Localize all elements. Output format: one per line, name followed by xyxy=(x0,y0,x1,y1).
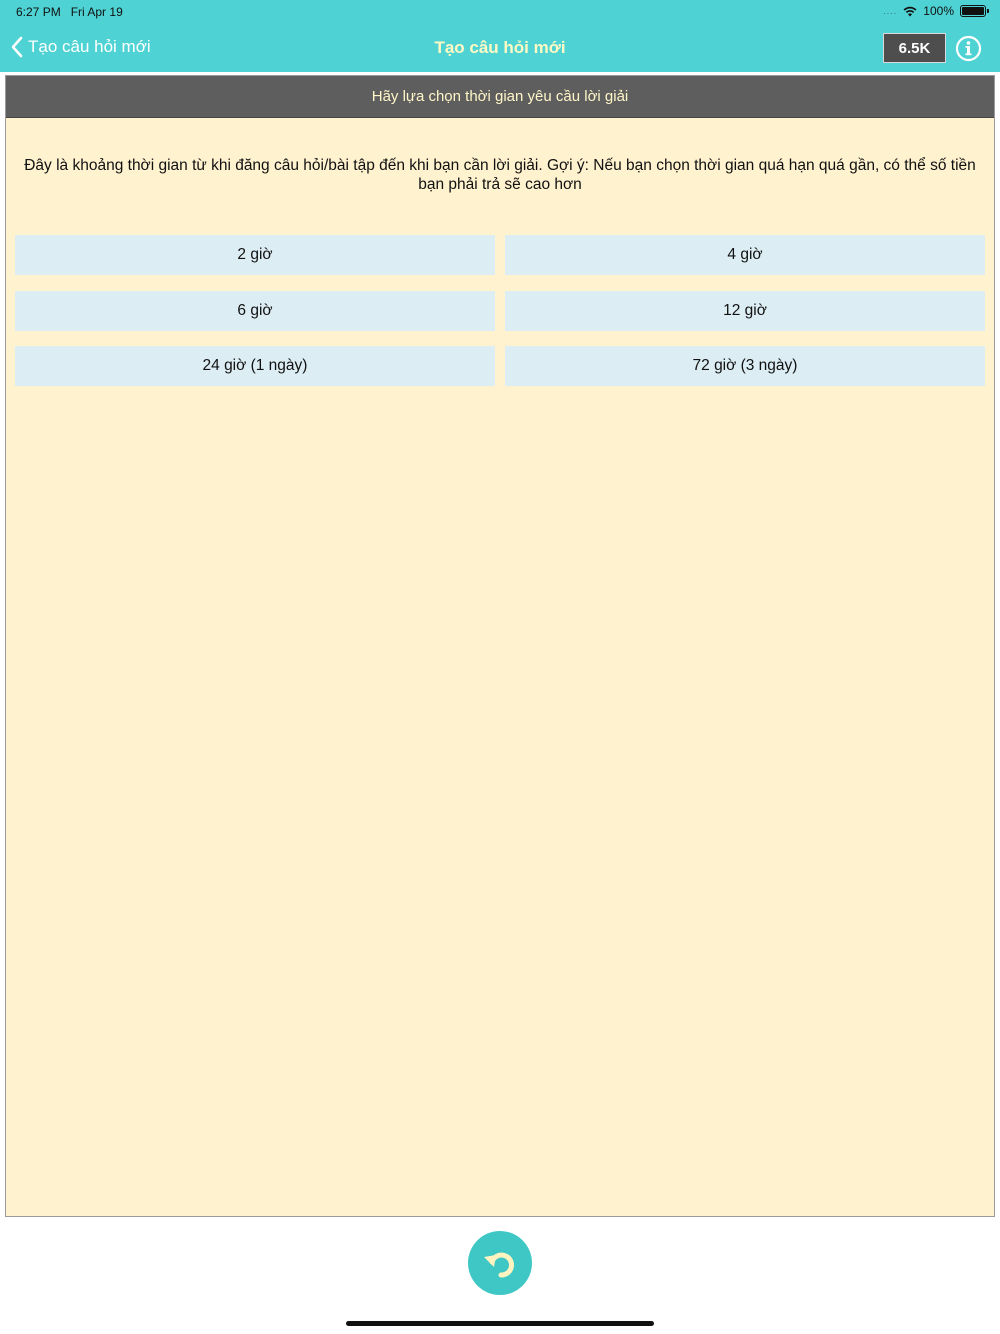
option-6-hours[interactable]: 6 giờ xyxy=(15,291,495,331)
option-2-hours[interactable]: 2 giờ xyxy=(15,235,495,275)
navigation-bar xyxy=(0,0,1000,72)
status-time-value: 6:27 PM xyxy=(16,5,61,19)
duration-panel xyxy=(5,75,995,1217)
home-indicator xyxy=(346,1321,654,1326)
info-icon[interactable] xyxy=(955,35,982,62)
status-indicators xyxy=(883,4,986,18)
points-badge[interactable]: 6.5K xyxy=(883,33,946,63)
back-button-label: Tạo câu hỏi mới xyxy=(28,37,151,56)
description-line-1: Đây là khoảng thời gian từ khi đăng câu hỏi/bài tập đến khi bạn cần lời giải. Gợi ý: Nếu bạn chọn thời gian quá hạn quá gần, có thể số tiền xyxy=(24,157,976,174)
undo-button[interactable] xyxy=(468,1231,532,1295)
page-title: Tạo câu hỏi mới xyxy=(434,38,566,57)
option-4-hours[interactable]: 4 giờ xyxy=(505,235,985,275)
description-line-2: bạn phải trả sẽ cao hơn xyxy=(418,176,582,193)
panel-header: Hãy lựa chọn thời gian yêu cầu lời giải xyxy=(6,76,994,118)
option-24-hours[interactable]: 24 giờ (1 ngày) xyxy=(15,346,495,386)
signal-icon: .... xyxy=(883,6,898,16)
undo-icon xyxy=(480,1243,520,1283)
option-72-hours[interactable]: 72 giờ (3 ngày) xyxy=(505,346,985,386)
status-date: Fri Apr 19 xyxy=(70,5,123,19)
battery-icon xyxy=(960,5,986,17)
status-time xyxy=(16,5,123,19)
wifi-icon xyxy=(903,6,917,17)
option-12-hours[interactable]: 12 giờ xyxy=(505,291,985,331)
description-text xyxy=(6,156,994,194)
battery-percent: 100% xyxy=(923,4,954,18)
